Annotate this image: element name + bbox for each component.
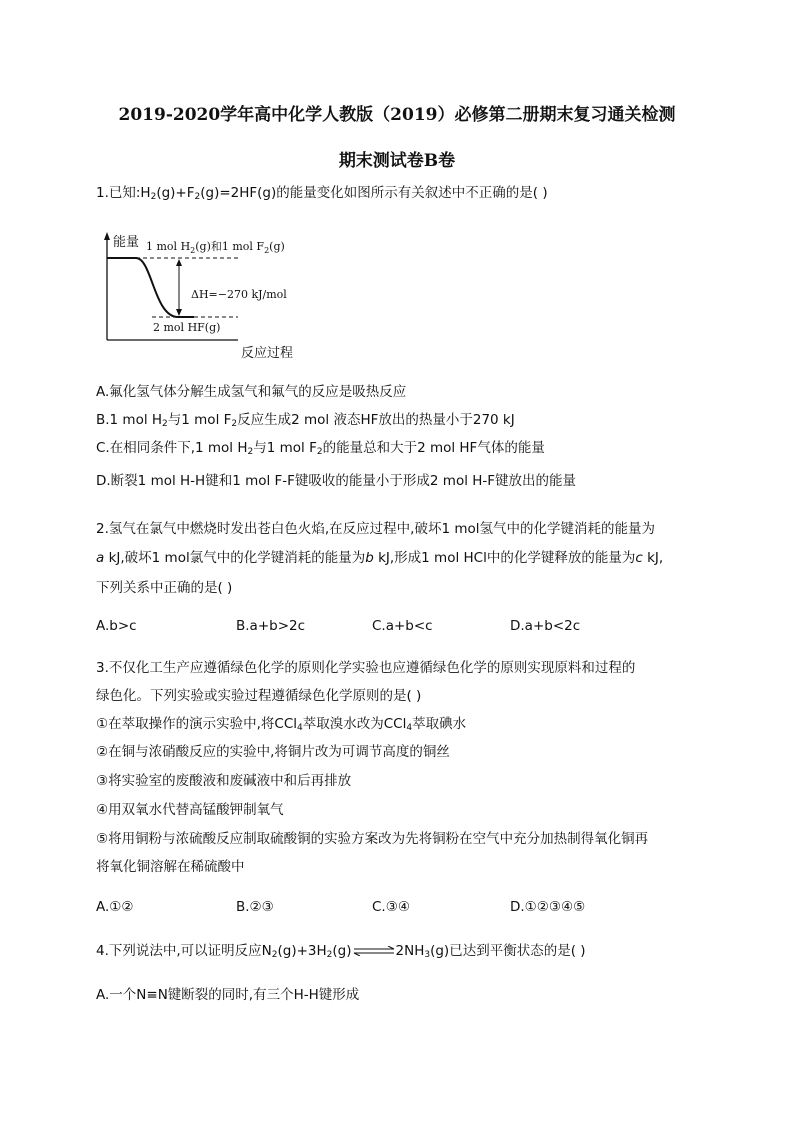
q3-item-3: ③将实验室的废酸液和废碱液中和后再排放 xyxy=(96,773,352,789)
q3-item-4: ④用双氧水代替高锰酸钾制氧气 xyxy=(96,802,284,818)
q2-stem-line3: 下列关系中正确的是( ) xyxy=(96,580,233,596)
q4-stem: 4.下列说法中,可以证明反应$N_2(g)+3H_2(g)$ $2NH_3(g)$已达到平衡状态的是( ) xyxy=(96,943,586,960)
q1-option-d[interactable]: D.断裂1 mol H-H键和1 mol F-F键吸收的能量小于形成2 mol H-F键放出的能量 xyxy=(96,473,577,489)
q1-stem: 1.已知$:H_2(g)+F_2(g)=2HF(g)$的能量变化如图所示有关叙述中不正确的是( ) xyxy=(96,185,548,202)
q3-options xyxy=(96,899,716,919)
q2-option-d[interactable]: D.a+b<2c xyxy=(510,618,581,634)
q3-option-d[interactable]: D.①②③④⑤ xyxy=(510,899,586,915)
q3-option-a[interactable]: A.①② xyxy=(96,899,134,915)
reactant-label: 1 mol $H_2(g)$和1 mol $F_2(g)$ xyxy=(146,240,285,255)
y-axis-arrow-icon xyxy=(104,232,110,240)
arrow-down-icon xyxy=(176,309,182,316)
page-subtitle: 期末测试卷B卷 xyxy=(338,151,456,171)
q3-option-b[interactable]: B.②③ xyxy=(236,899,274,915)
x-axis-label: 反应过程 xyxy=(241,346,294,361)
q3-item-1: ①在萃取操作的演示实验中,将CCl$_4$萃取溴水改为CCl$_4$萃取碘水 xyxy=(96,716,467,733)
q2-options xyxy=(96,618,716,638)
q2-option-b[interactable]: B.a+b>2c xyxy=(236,618,306,634)
q3-item-2: ②在铜与浓硝酸反应的实验中,将铜片改为可调节高度的铜丝 xyxy=(96,744,450,760)
energy-diagram xyxy=(96,228,326,364)
q3-item-5a: ⑤将用铜粉与浓硫酸反应制取硫酸铜的实验方案改为先将铜粉在空气中充分加热制得氧化铜再 xyxy=(96,831,649,847)
q3-stem-line2: 绿色化。下列实验或实验过程遵循绿色化学原则的是( ) xyxy=(96,688,422,704)
equilibrium-arrow-icon xyxy=(352,946,396,956)
reaction-curve xyxy=(136,258,178,317)
q2-option-c[interactable]: C.a+b<c xyxy=(372,618,433,634)
q1-option-b[interactable]: B.1 mol $H_2$与1 mol $F_2$反应生成2 mol 液态HF放出的热量小于270 kJ xyxy=(96,412,515,429)
q1-option-c[interactable]: C.在相同条件下,1 mol $H_2$与1 mol $F_2$的能量总和大于2 mol HF气体的能量 xyxy=(96,440,545,457)
product-label: 2 mol HF(g) xyxy=(153,321,221,334)
y-axis-label: 能量 xyxy=(113,235,140,250)
q2-stem-line1: 2.氢气在氯气中燃烧时发出苍白色火焰,在反应过程中,破坏1 mol氢气中的化学键消耗的能量为 xyxy=(96,521,656,537)
arrow-up-icon xyxy=(176,259,182,266)
page-title: 2019-2020学年高中化学人教版（2019）必修第二册期末复习通关检测 xyxy=(118,105,676,125)
q3-stem-line1: 3.不仅化工生产应遵循绿色化学的原则化学实验也应遵循绿色化学的原则实现原料和过程的 xyxy=(96,660,636,676)
q2-option-a[interactable]: A.b>c xyxy=(96,618,137,634)
q3-item-5b: 将氧化铜溶解在稀硫酸中 xyxy=(96,859,245,875)
delta-h-label: ΔH=−270 kJ/mol xyxy=(191,288,287,301)
q3-option-c[interactable]: C.③④ xyxy=(372,899,410,915)
q4-option-a[interactable]: A.一个N≡N键断裂的同时,有三个H-H键形成 xyxy=(96,987,360,1003)
q1-option-a[interactable]: A.氟化氢气体分解生成氢气和氟气的反应是吸热反应 xyxy=(96,384,407,400)
q2-stem-line2: a kJ,破坏1 mol氯气中的化学键消耗的能量为b kJ,形成1 mol HCl中的化学键释放的能量为c kJ, xyxy=(96,550,664,566)
